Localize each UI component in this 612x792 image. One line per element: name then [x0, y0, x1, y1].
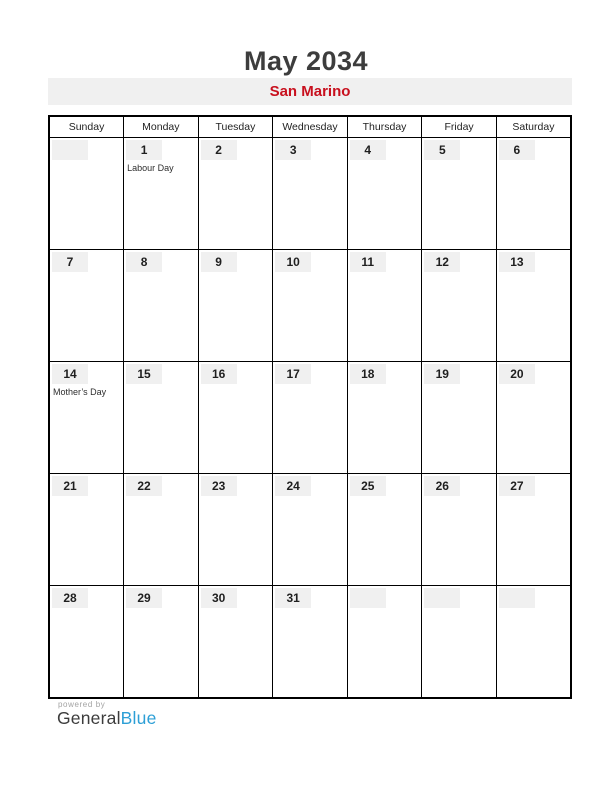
day-number-badge: 25: [350, 476, 386, 496]
day-cell-22: [124, 474, 199, 586]
day-cell-7: [49, 250, 124, 362]
day-number-badge: 17: [275, 364, 311, 384]
day-cell-17: [273, 362, 348, 474]
day-number-badge: 20: [499, 364, 535, 384]
day-cell-4: [347, 138, 422, 250]
day-cell-19: [422, 362, 497, 474]
day-cell-3: [273, 138, 348, 250]
day-cell-27: [496, 474, 571, 586]
day-number-badge: 7: [52, 252, 88, 272]
day-cell-9: [198, 250, 273, 362]
day-number-badge: 11: [350, 252, 386, 272]
calendar-week-row: [49, 474, 571, 586]
weekday-header-monday: Monday: [124, 116, 199, 138]
day-number-badge: 1: [126, 140, 162, 160]
day-cell-empty: [422, 586, 497, 699]
day-cell-5: [422, 138, 497, 250]
day-cell-15: [124, 362, 199, 474]
day-number-badge: 18: [350, 364, 386, 384]
day-number-badge: 24: [275, 476, 311, 496]
day-cell-10: [273, 250, 348, 362]
day-cell-30: [198, 586, 273, 699]
weekday-header-wednesday: Wednesday: [273, 116, 348, 138]
day-number-badge: 30: [201, 588, 237, 608]
day-cell-14: [49, 362, 124, 474]
day-number-badge: 26: [424, 476, 460, 496]
country-label: San Marino: [269, 83, 351, 100]
day-cell-13: [496, 250, 571, 362]
day-cell-28: [49, 586, 124, 699]
day-cell-29: [124, 586, 199, 699]
calendar-week-row: [49, 138, 571, 250]
day-number-badge: 9: [201, 252, 237, 272]
day-number-badge: 21: [52, 476, 88, 496]
brand-name-blue: Blue: [120, 708, 157, 728]
day-cell-1: [124, 138, 199, 250]
calendar-week-row: [49, 250, 571, 362]
day-number-badge: 10: [275, 252, 311, 272]
day-cell-8: [124, 250, 199, 362]
day-number-badge: 5: [424, 140, 460, 160]
weekday-header-row: [49, 116, 571, 138]
weekday-header-sunday: Sunday: [49, 116, 124, 138]
day-cell-empty: [49, 138, 124, 250]
calendar-week-row: [49, 362, 571, 474]
day-cell-24: [273, 474, 348, 586]
day-number-badge: [52, 140, 88, 160]
day-number-badge: 22: [126, 476, 162, 496]
brand-name-general: General: [57, 708, 121, 728]
day-number-badge: 15: [126, 364, 162, 384]
calendar-week-row: [49, 586, 571, 699]
day-cell-18: [347, 362, 422, 474]
day-cell-31: [273, 586, 348, 699]
day-cell-23: [198, 474, 273, 586]
day-cell-empty: [496, 586, 571, 699]
holiday-label: Mother’s Day: [53, 387, 107, 397]
calendar-table: [48, 115, 572, 699]
day-number-badge: 4: [350, 140, 386, 160]
page-title: May 2034: [243, 46, 369, 76]
day-cell-25: [347, 474, 422, 586]
day-number-badge: 16: [201, 364, 237, 384]
day-number-badge: 31: [275, 588, 311, 608]
day-number-badge: [350, 588, 386, 608]
day-number-badge: 2: [201, 140, 237, 160]
day-number-badge: 19: [424, 364, 460, 384]
day-cell-20: [496, 362, 571, 474]
weekday-header-thursday: Thursday: [347, 116, 422, 138]
day-number-badge: 8: [126, 252, 162, 272]
day-number-badge: 14: [52, 364, 88, 384]
day-number-badge: 3: [275, 140, 311, 160]
day-cell-2: [198, 138, 273, 250]
subtitle-banner: [48, 78, 572, 105]
day-number-badge: 28: [52, 588, 88, 608]
weekday-header-tuesday: Tuesday: [198, 116, 273, 138]
day-number-badge: 29: [126, 588, 162, 608]
day-cell-12: [422, 250, 497, 362]
holiday-label: Labour Day: [127, 163, 174, 173]
powered-by-label: powered by: [58, 700, 106, 709]
day-number-badge: 6: [499, 140, 535, 160]
day-number-badge: [499, 588, 535, 608]
day-number-badge: 12: [424, 252, 460, 272]
day-number-badge: [424, 588, 460, 608]
generalblue-logo: [57, 708, 157, 729]
day-cell-26: [422, 474, 497, 586]
day-cell-empty: [347, 586, 422, 699]
day-cell-11: [347, 250, 422, 362]
day-cell-6: [496, 138, 571, 250]
weekday-header-saturday: Saturday: [496, 116, 571, 138]
day-number-badge: 23: [201, 476, 237, 496]
day-cell-16: [198, 362, 273, 474]
day-number-badge: 13: [499, 252, 535, 272]
day-number-badge: 27: [499, 476, 535, 496]
weekday-header-friday: Friday: [422, 116, 497, 138]
day-cell-21: [49, 474, 124, 586]
